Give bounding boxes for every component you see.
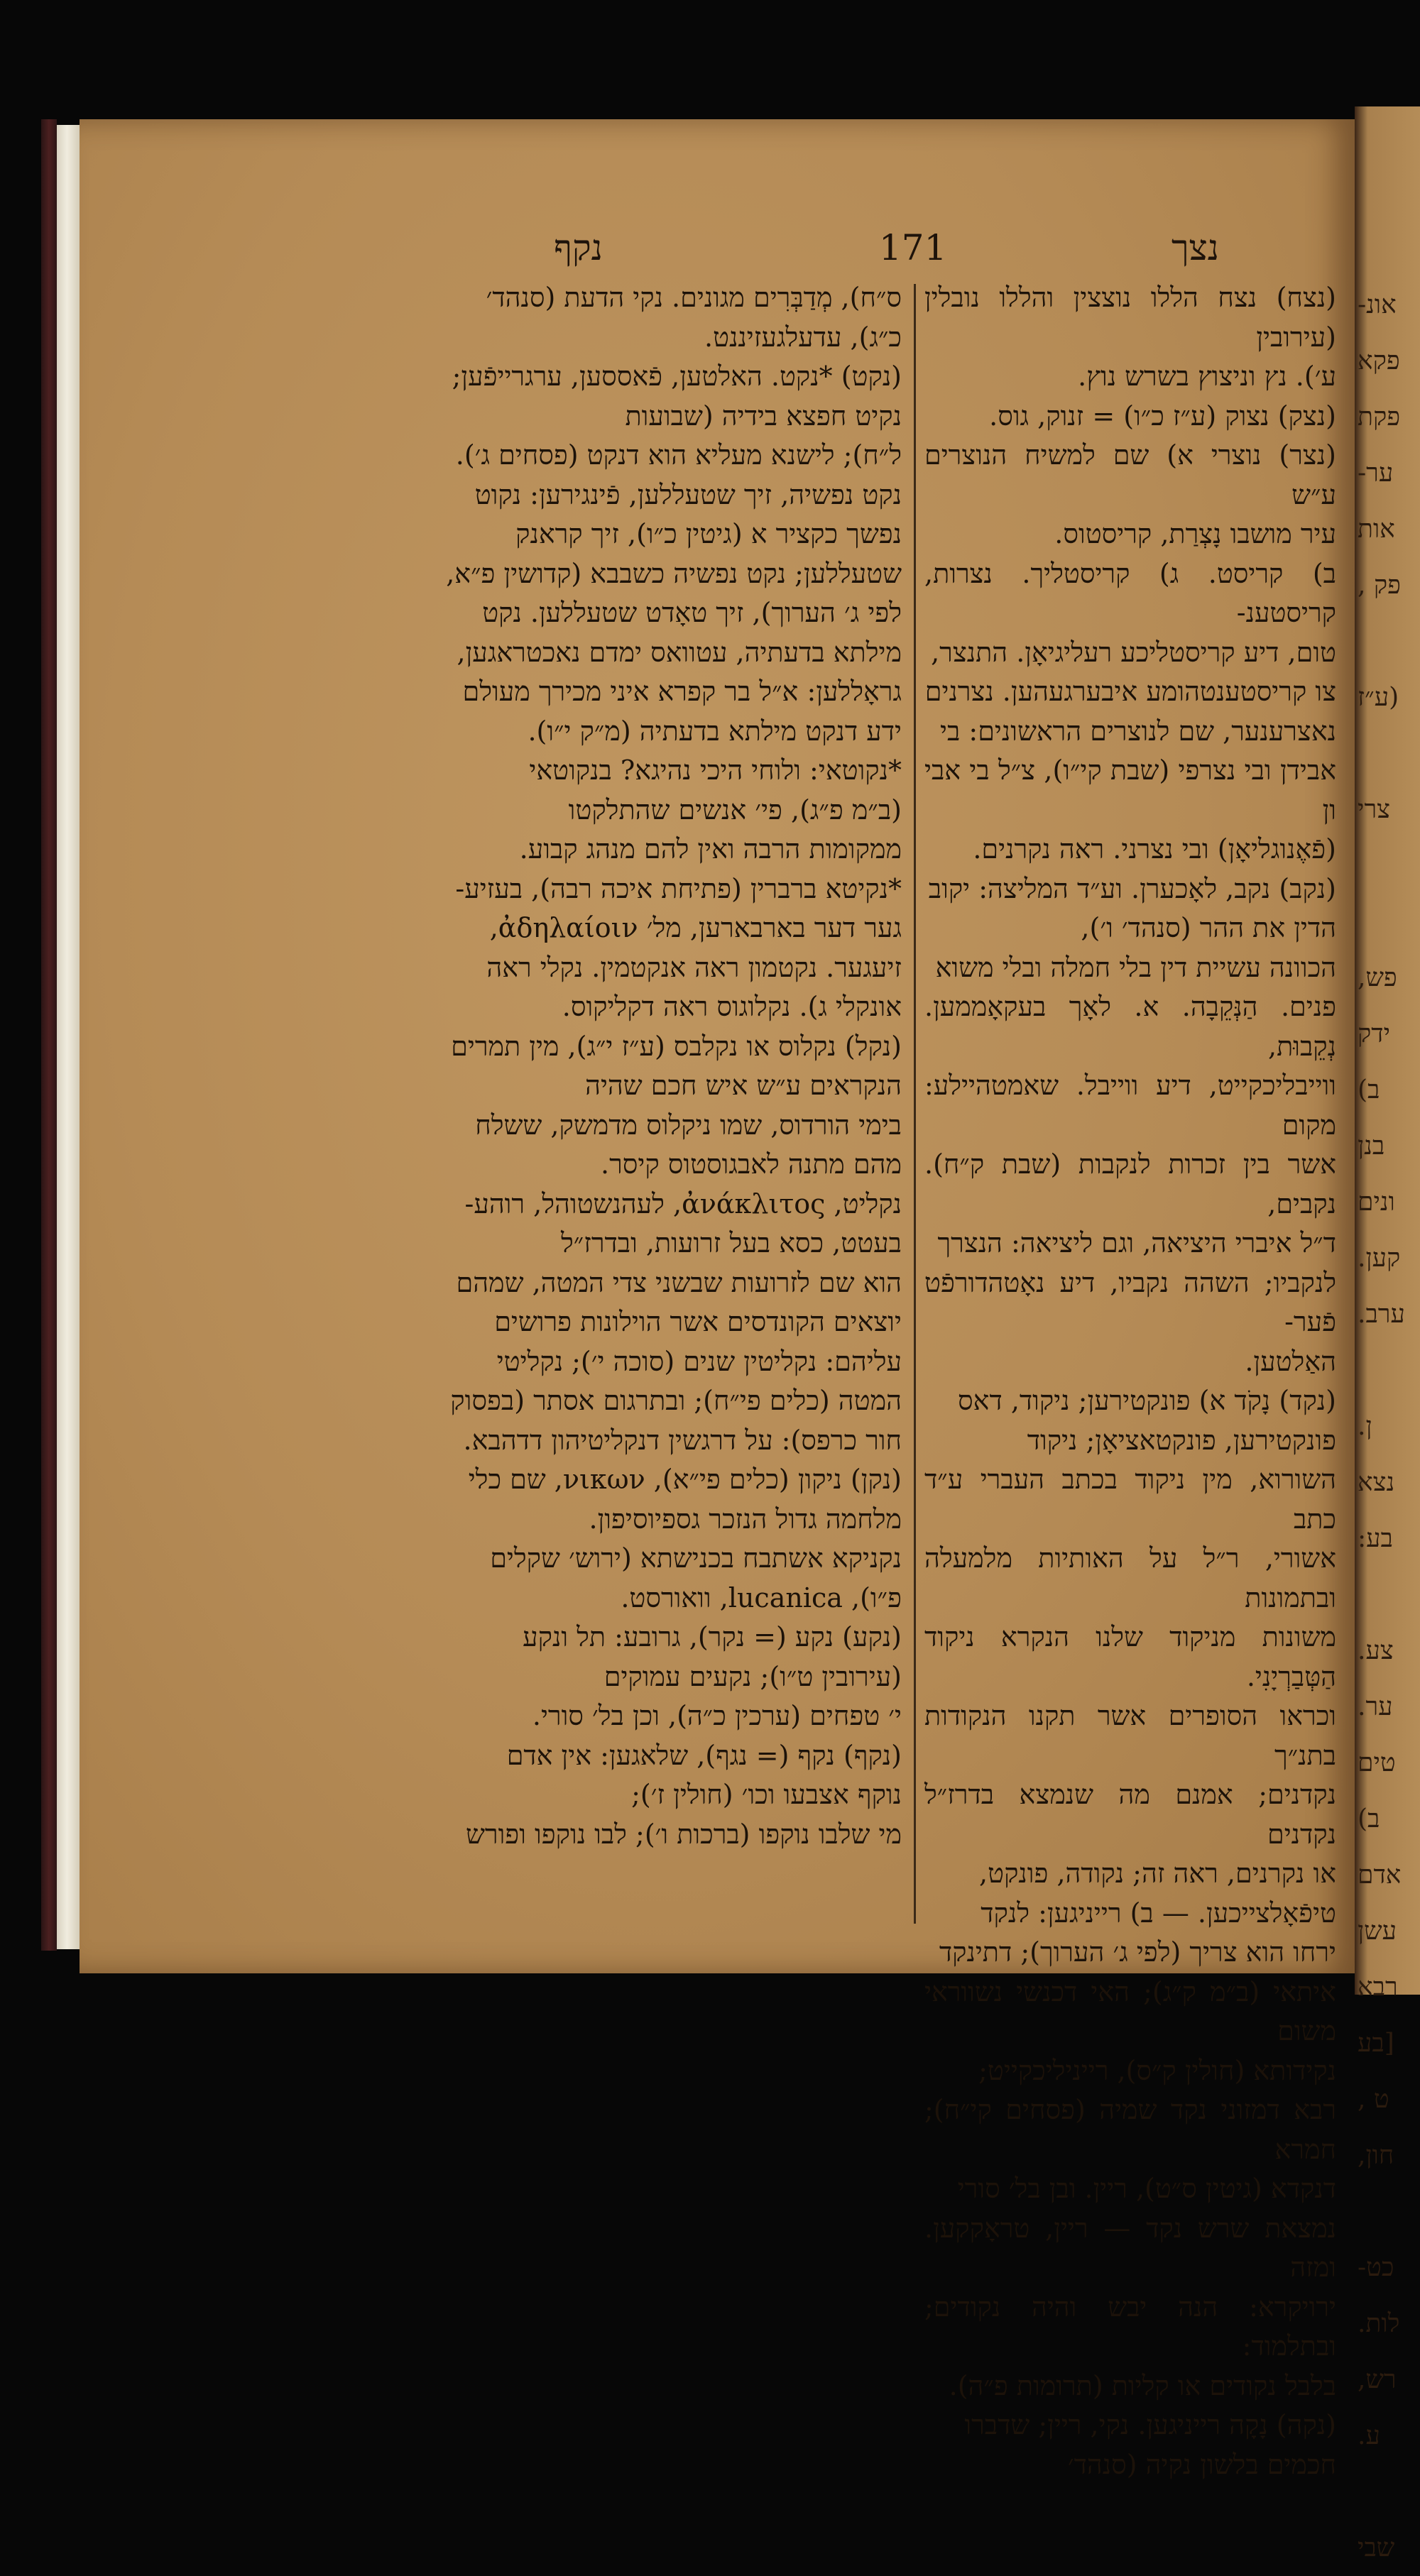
text-line: נפשך כקציר א (גיטין כ״ו), זיך קראנק bbox=[515, 518, 902, 549]
next-page-fragments bbox=[1355, 106, 1420, 2576]
next-page-edge bbox=[1355, 106, 1420, 2563]
text-line: לפי ג׳ הערוך), זיך טאָדט שטעללען. נקט bbox=[482, 597, 902, 628]
text-line: הוא שם לזרועות שבשני צדי המטה, שמהם bbox=[456, 1266, 902, 1298]
text-line: אשר בין זכרות לנקבות (שבת ק״ח). נקבים, bbox=[924, 1149, 1336, 1220]
text-line: (פֿאֶנוגליאָן) ובי נצרני. ראה נקרנים. bbox=[973, 833, 1336, 865]
text-line: פונקטירען, פונקטאציאָן; ניקוד bbox=[1027, 1424, 1336, 1456]
text-line: בימי הורדוס, שמו ניקלוס מדמשק, ששלח bbox=[475, 1109, 902, 1141]
text-line: (נקט) *נקט. האלטען, פֿאססען, ערגרייפֿען; bbox=[452, 361, 902, 392]
text-line: אשורי, ר״ל על האותיות מלמעלה ובתמונות bbox=[924, 1542, 1336, 1613]
fragment-line: רש, bbox=[1358, 2365, 1397, 2394]
fragment-line bbox=[1358, 1567, 1420, 1623]
text-line: איתאי (ב״מ ק״ג); האי דכנשי נשווראי משום bbox=[924, 1975, 1336, 2046]
text-line: הכוונה עשיית דין בלי חמלה ובלי משוא bbox=[935, 951, 1336, 983]
right-column bbox=[924, 278, 1336, 2484]
text-line: חור כרפס): על דרגשין דנקליטיהון דדהבא. bbox=[463, 1424, 902, 1456]
text-line: (נקל) נקלוס או נקלבס (ע״ז י״ג), מין תמרים bbox=[451, 1030, 902, 1062]
text-line: פנים. הַנְּקֵבָה. א. לאָך בעקאָממען. נְקֵבוּת, bbox=[924, 991, 1336, 1062]
text-line: ווייבליכקייט, דיע ווייבל. שאמטהיילע: מקום bbox=[924, 1070, 1336, 1141]
header-left-word: נקף bbox=[554, 227, 603, 268]
text-line: (נקב) נקב, לאָכערן. וע״ד המליצה: יקוב bbox=[928, 872, 1336, 904]
fragment-line: קען. bbox=[1358, 1244, 1401, 1273]
text-line: נקליט, ἀνάκλιτος, לעהנשטוהל, רוהע- bbox=[464, 1188, 902, 1220]
text-line: צו קריסטענטהומע איבערגעהען. נצרנים bbox=[924, 676, 1336, 707]
column-divider bbox=[914, 284, 916, 1924]
text-line: כ״ג), עדעלגעזיננט. bbox=[704, 321, 902, 353]
text-line: אונקלי ג). נקלוגוס ראה דקליקוס. bbox=[562, 991, 902, 1022]
text-line: נקט נפשיה, זיך שטעללען, פֿינגירען: נקוט bbox=[474, 478, 902, 510]
text-line: ממקומות הרבה ואין להם מנהג קבוע. bbox=[519, 833, 902, 865]
text-line: בלבל נקודים או קליות (תרומות פ״ה). bbox=[949, 2369, 1336, 2401]
text-line: נאצרענער, שם לנוצרים הראשונים: בי bbox=[940, 715, 1336, 747]
fragment-line bbox=[1358, 2464, 1420, 2520]
text-line: ע׳). נץ וניצוץ בשרש נוץ. bbox=[1078, 361, 1336, 392]
fragment-line: בנן bbox=[1358, 1131, 1385, 1161]
fragment-line: ט , bbox=[1358, 2085, 1389, 2114]
text-line: ב) קריסט. ג) קריסטליך. נצרות, קריסטענ- bbox=[924, 557, 1336, 628]
left-column bbox=[398, 278, 902, 1854]
text-line: *נקוטאי: ולוחי היכי נהיגא? בנקוטאי bbox=[529, 755, 902, 786]
text-line: השורוא, מין ניקוד בכתב העברי ע״ד כתב bbox=[924, 1464, 1336, 1535]
text-line: משונות מניקוד שלנו הנקרא ניקוד הַטְּבַרְיָנִי. bbox=[924, 1621, 1336, 1692]
text-line: ירחו הוא צריך (לפי ג׳ הערוך); דתינקד bbox=[939, 1936, 1336, 1968]
fragment-line: אדם bbox=[1358, 1860, 1402, 1890]
header-right-word: נצך bbox=[1172, 227, 1220, 268]
text-line: (נצר) נוצרי א) שם למשיח הנוצרים ע״ש bbox=[924, 439, 1336, 510]
text-line: (נקה) נָקָה רייניגען. נקי, ריין; שדברו bbox=[964, 2409, 1336, 2440]
fragment-line: (ע״ז bbox=[1358, 683, 1399, 712]
text-line: או נקרנים, ראה זה; נקודה, פונקט, bbox=[979, 1858, 1336, 1889]
text-line: וכראו הסופרים אשר תקנו הנקודות בתנ״ך bbox=[924, 1700, 1336, 1771]
text-line: זיעגער. נקטמון ראה אנקטמין. נקלי ראה bbox=[486, 951, 902, 983]
text-line: עליהם: נקליטין שנים (סוכה י׳); נקליטי bbox=[496, 1345, 902, 1377]
fragment-line bbox=[1358, 613, 1420, 669]
text-line: (עירובין ט״ו); נקעים עמוקים bbox=[604, 1660, 902, 1692]
page-block-edge bbox=[57, 125, 82, 1949]
text-line: ידע דנקט מילתא בדעתיה (מ״ק י״ו). bbox=[528, 715, 902, 747]
text-line: (נקד) נָקֹד א) פונקטירען; ניקוד, דאס bbox=[958, 1385, 1336, 1416]
fragment-line: ידק bbox=[1358, 1019, 1391, 1048]
fragment-line: ער. bbox=[1358, 1692, 1393, 1721]
fragment-line: ער- bbox=[1358, 459, 1394, 488]
text-line: ל״ח); לישנא מעליא הוא דנקט (פסחים ג׳). bbox=[455, 439, 902, 471]
text-line: (נקף) נקף (= נגף), שלאגען: אין אדם bbox=[506, 1739, 902, 1771]
fragment-line: שבי bbox=[1358, 2533, 1395, 2563]
fragment-line: פקא bbox=[1358, 346, 1400, 376]
text-line: רבא דמזוני נקד שמיה (פסחים קי״ח); חמרא bbox=[924, 2094, 1336, 2165]
fragment-line: פש, bbox=[1358, 963, 1397, 992]
text-line: י׳ טפחים (ערכין כ״ה), וכן בל׳ סורי. bbox=[532, 1700, 902, 1731]
fragment-line: טים bbox=[1358, 1748, 1396, 1777]
fragment-line: אונ- bbox=[1358, 290, 1397, 319]
text-line: פ״ו), lucanica, וואורסט. bbox=[621, 1582, 902, 1613]
text-line: (נצק) נצוק (ע״ז כ״ו) = זנוק, גוס. bbox=[989, 400, 1336, 432]
text-line: שטעללען; נקט נפשיה כשבבא (קדושין פ״א, bbox=[446, 557, 902, 589]
text-line: ס״ח), מְדַבְּרִים מגונים. נקי הדעת (סנהד׳ bbox=[486, 282, 902, 313]
text-line: חכמים בלשון נקיה (סנהד׳ bbox=[1067, 2448, 1336, 2480]
fragment-line: צרי bbox=[1358, 795, 1390, 824]
text-line: מילתא בדעתיה, עטוואס ימדם נאכטראגען, bbox=[457, 636, 902, 668]
fragment-line: פקת bbox=[1358, 402, 1401, 432]
text-line: עיר מושבו נָצְרַת, קריסטוס. bbox=[1054, 518, 1336, 549]
text-line: אבידן ובי נצרפי (שבת קי״ו), צ״ל בי אבי ון bbox=[924, 755, 1336, 826]
text-line: הדין את ההר (סנהד׳ ו׳), bbox=[1081, 912, 1336, 943]
text-line: טיפֿאָלצייכען. — ב) רייניגען: לנקד bbox=[981, 1897, 1336, 1929]
text-line: בעטט, כסא בעל זרועות, ובדרז״ל bbox=[561, 1227, 902, 1259]
text-line: המטה (כלים פי״ח); ובתרגום אסתר (בפסוק bbox=[450, 1385, 902, 1416]
fragment-line: ערב. bbox=[1358, 1300, 1405, 1329]
fragment-line: ב) bbox=[1358, 1804, 1380, 1834]
fragment-line: חון, bbox=[1358, 2141, 1394, 2170]
text-line: האַלטען. bbox=[1245, 1345, 1336, 1377]
fragment-line bbox=[1358, 725, 1420, 782]
fragment-line: ונים bbox=[1358, 1188, 1395, 1217]
text-line: ירויקרא: הנה יבש והיה נקודים; ובתלמוד: bbox=[924, 2291, 1336, 2362]
text-line: נקידותא (חולין ק״ס), רייניליכקייט; bbox=[978, 2054, 1336, 2086]
text-line: (נצח) נצח הללו נוצצין והללו נובלין (עירובין bbox=[924, 282, 1336, 353]
fragment-line bbox=[1358, 894, 1420, 950]
page-number: 171 bbox=[879, 227, 947, 268]
fragment-line: [בע bbox=[1358, 2029, 1394, 2058]
text-line: טום, דיע קריסטליכע רעליגיאָן. התנצר, bbox=[931, 636, 1336, 668]
text-line: ד״ל איברי היציאה, וגם ליציאה: הנצרך bbox=[937, 1227, 1336, 1259]
text-line: (נקן) ניקון (כלים פי״א), νικων, שם כלי bbox=[468, 1464, 902, 1495]
fragment-line: אות bbox=[1358, 515, 1395, 544]
fragment-line: רבא bbox=[1358, 1973, 1398, 2002]
fragment-line bbox=[1358, 2183, 1420, 2240]
text-line: מהם מתנה לאבגוסטוס קיסר. bbox=[601, 1149, 902, 1180]
text-line: נקניקא אשתבח בכנישתא (ירוש׳ שקלים bbox=[490, 1542, 902, 1574]
text-line: *נקיטא ברברין (פתיחת איכה רבה), בעזיע- bbox=[455, 872, 902, 904]
fragment-line bbox=[1358, 838, 1420, 894]
fragment-line: בע: bbox=[1358, 1524, 1393, 1553]
fragment-line: עשן bbox=[1358, 1917, 1397, 1946]
text-line: נקיט חפצא בידיה (שבועות bbox=[625, 400, 902, 432]
fragment-line: ן. bbox=[1358, 1412, 1372, 1441]
fragment-line: לות. bbox=[1358, 2309, 1400, 2338]
book-cover-edge bbox=[41, 119, 57, 1951]
text-line: גראָללען: א״ל בר קפרא איני מכירך מעולם bbox=[462, 676, 902, 707]
fragment-line bbox=[1358, 1342, 1420, 1398]
text-line: (נקע) נקע (= נקר), גרובע: תל ונקע bbox=[523, 1621, 902, 1653]
fragment-line: כט- bbox=[1358, 2253, 1394, 2282]
fragment-line: ע. bbox=[1358, 2421, 1380, 2450]
text-line: דנקדא (גיטין ס״ט), ריין. ובן בל׳ סורי bbox=[957, 2173, 1336, 2204]
text-line: (ב״מ פ״ג), פי׳ אנשים שהתלקטו bbox=[568, 794, 902, 826]
text-line: הנקראים ע״ש איש חכם שהיה bbox=[585, 1070, 902, 1101]
fragment-line: פק , bbox=[1358, 571, 1402, 600]
text-line: לנקביו; השהה נקביו, דיע נאָטהדורפֿט פֿער- bbox=[924, 1266, 1336, 1337]
text-line: יוצאים הקונדסים אשר הוילונות פרושים bbox=[494, 1306, 902, 1337]
text-line: נוקף אצבעו וכו׳ (חולין ז׳); bbox=[631, 1779, 902, 1810]
text-line: גער דער בארבארען, מל׳ ἀδηλαίοιν, bbox=[489, 912, 902, 943]
text-line: מי שלבו נוקפו (ברכות ו׳); לבו נוקפו ופורש bbox=[466, 1818, 902, 1850]
text-line: נקדנים; אמנם מה שנמצא בדרז״ל נקדנים bbox=[924, 1779, 1336, 1850]
fragment-line: נצא bbox=[1358, 1468, 1395, 1497]
text-line: נמצאת שרש נקד — ריין, טראָקקען. ומזה bbox=[924, 2212, 1336, 2283]
fragment-line: צע. bbox=[1358, 1636, 1394, 1665]
fragment-line: ב) bbox=[1358, 1075, 1380, 1105]
text-line: מלחמה גדול הנזכר גספיוסיפון. bbox=[589, 1503, 902, 1535]
